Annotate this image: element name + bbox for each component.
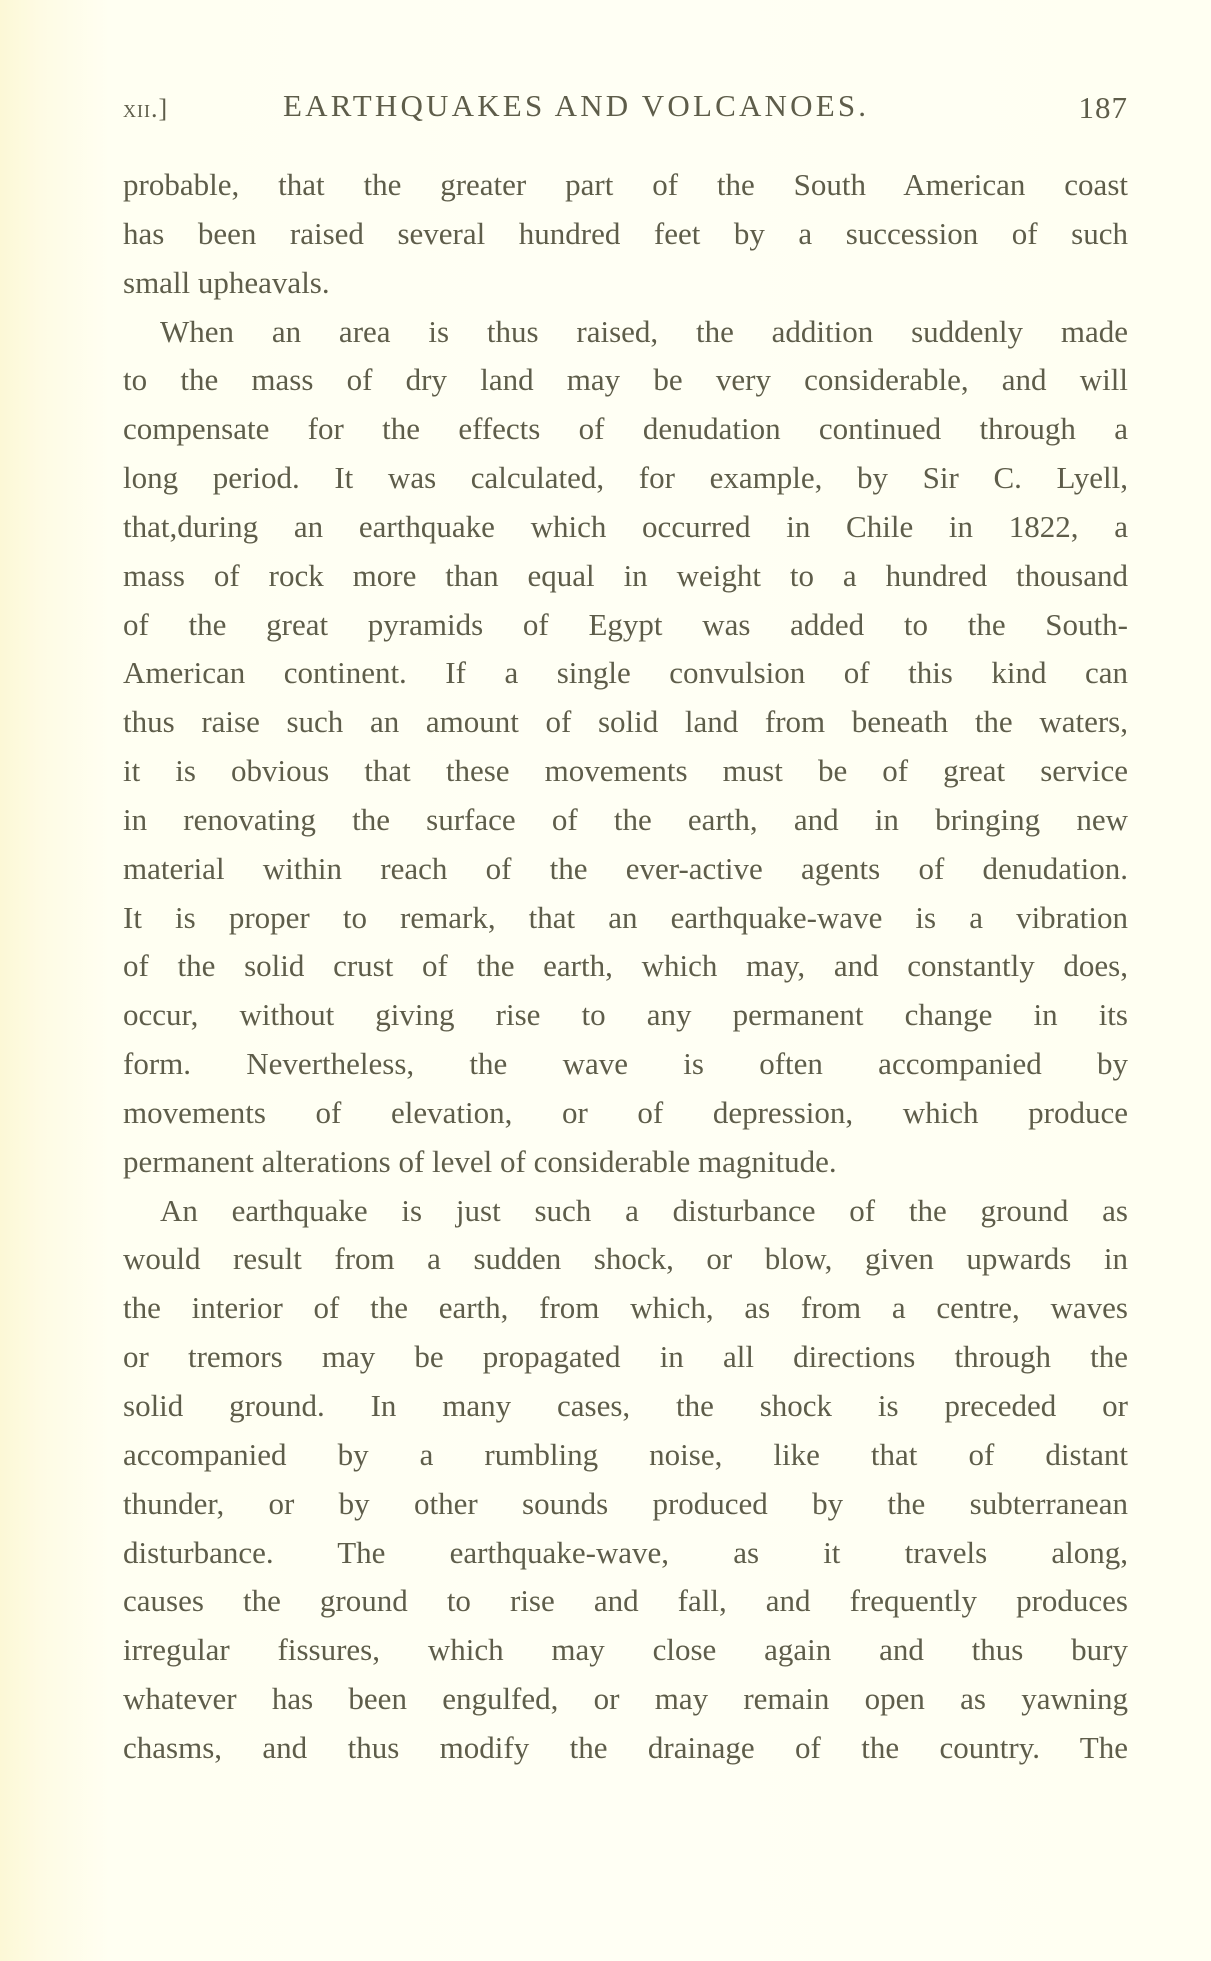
text-line: permanent alterations of level of considerable magnitude. — [123, 1143, 837, 1179]
text-line: An earthquake is just such a disturbance of the ground as — [160, 1192, 1128, 1228]
text-line: long period. It was calculated, for example, by Sir C. Lyell, — [123, 460, 1128, 496]
text-line: the interior of the earth, from which, as from a centre, waves — [123, 1290, 1128, 1326]
chapter-title: EARTHQUAKES AND VOLCANOES. — [283, 88, 870, 123]
page-number: 187 — [1078, 90, 1128, 125]
text-line: to the mass of dry land may be very considerable, and will — [123, 362, 1128, 398]
text-line: probable, that the greater part of the South American coast — [123, 167, 1128, 202]
text-line: would result from a sudden shock, or blow, given upwards in — [123, 1241, 1128, 1277]
text-line: mass of rock more than equal in weight to a hundred thousand — [123, 557, 1128, 593]
text-line: solid ground. In many cases, the shock is preceded or — [123, 1388, 1128, 1423]
text-line: compensate for the effects of denudation continued through a — [123, 411, 1128, 447]
text-line: American continent. If a single convulsion of this kind can — [123, 655, 1128, 691]
text-line: whatever has been engulfed, or may remain open as yawning — [123, 1681, 1128, 1717]
text-line: it is obvious that these movements must be of great service — [123, 753, 1128, 789]
text-line: of the great pyramids of Egypt was added to the South- — [123, 606, 1128, 642]
text-line: has been raised several hundred feet by a succession of such — [123, 215, 1128, 251]
text-line: form. Nevertheless, the wave is often accompanied by — [123, 1046, 1128, 1082]
text-line: of the solid crust of the earth, which may, and constantly does, — [123, 948, 1128, 984]
text-line: It is proper to remark, that an earthquake-wave is a vibration — [123, 899, 1128, 935]
text-line: movements of elevation, or of depression, which produce — [123, 1094, 1128, 1130]
running-head — [123, 88, 1128, 126]
text-line: or tremors may be propagated in all directions through the — [123, 1339, 1128, 1375]
text-line: causes the ground to rise and fall, and frequently produces — [123, 1583, 1128, 1619]
text-line: material within reach of the ever-active agents of denudation. — [123, 850, 1128, 886]
text-line: accompanied by a rumbling noise, like that of distant — [123, 1436, 1128, 1472]
text-line: in renovating the surface of the earth, and in bringing new — [123, 801, 1128, 837]
text-line: When an area is thus raised, the addition suddenly made — [160, 313, 1128, 349]
text-line: thus raise such an amount of solid land from beneath the waters, — [123, 704, 1128, 740]
text-line: occur, without giving rise to any permanent change in its — [123, 997, 1128, 1033]
text-line: that,during an earthquake which occurred in Chile in 1822, a — [123, 508, 1128, 544]
text-line: chasms, and thus modify the drainage of the country. The — [123, 1729, 1128, 1765]
text-line: small upheavals. — [123, 264, 330, 300]
text-line: disturbance. The earthquake-wave, as it travels along, — [123, 1534, 1128, 1570]
chapter-number: xii.] — [123, 94, 169, 123]
text-line: thunder, or by other sounds produced by the subterranean — [123, 1485, 1128, 1521]
text-line: irregular fissures, which may close again and thus bury — [123, 1632, 1128, 1668]
